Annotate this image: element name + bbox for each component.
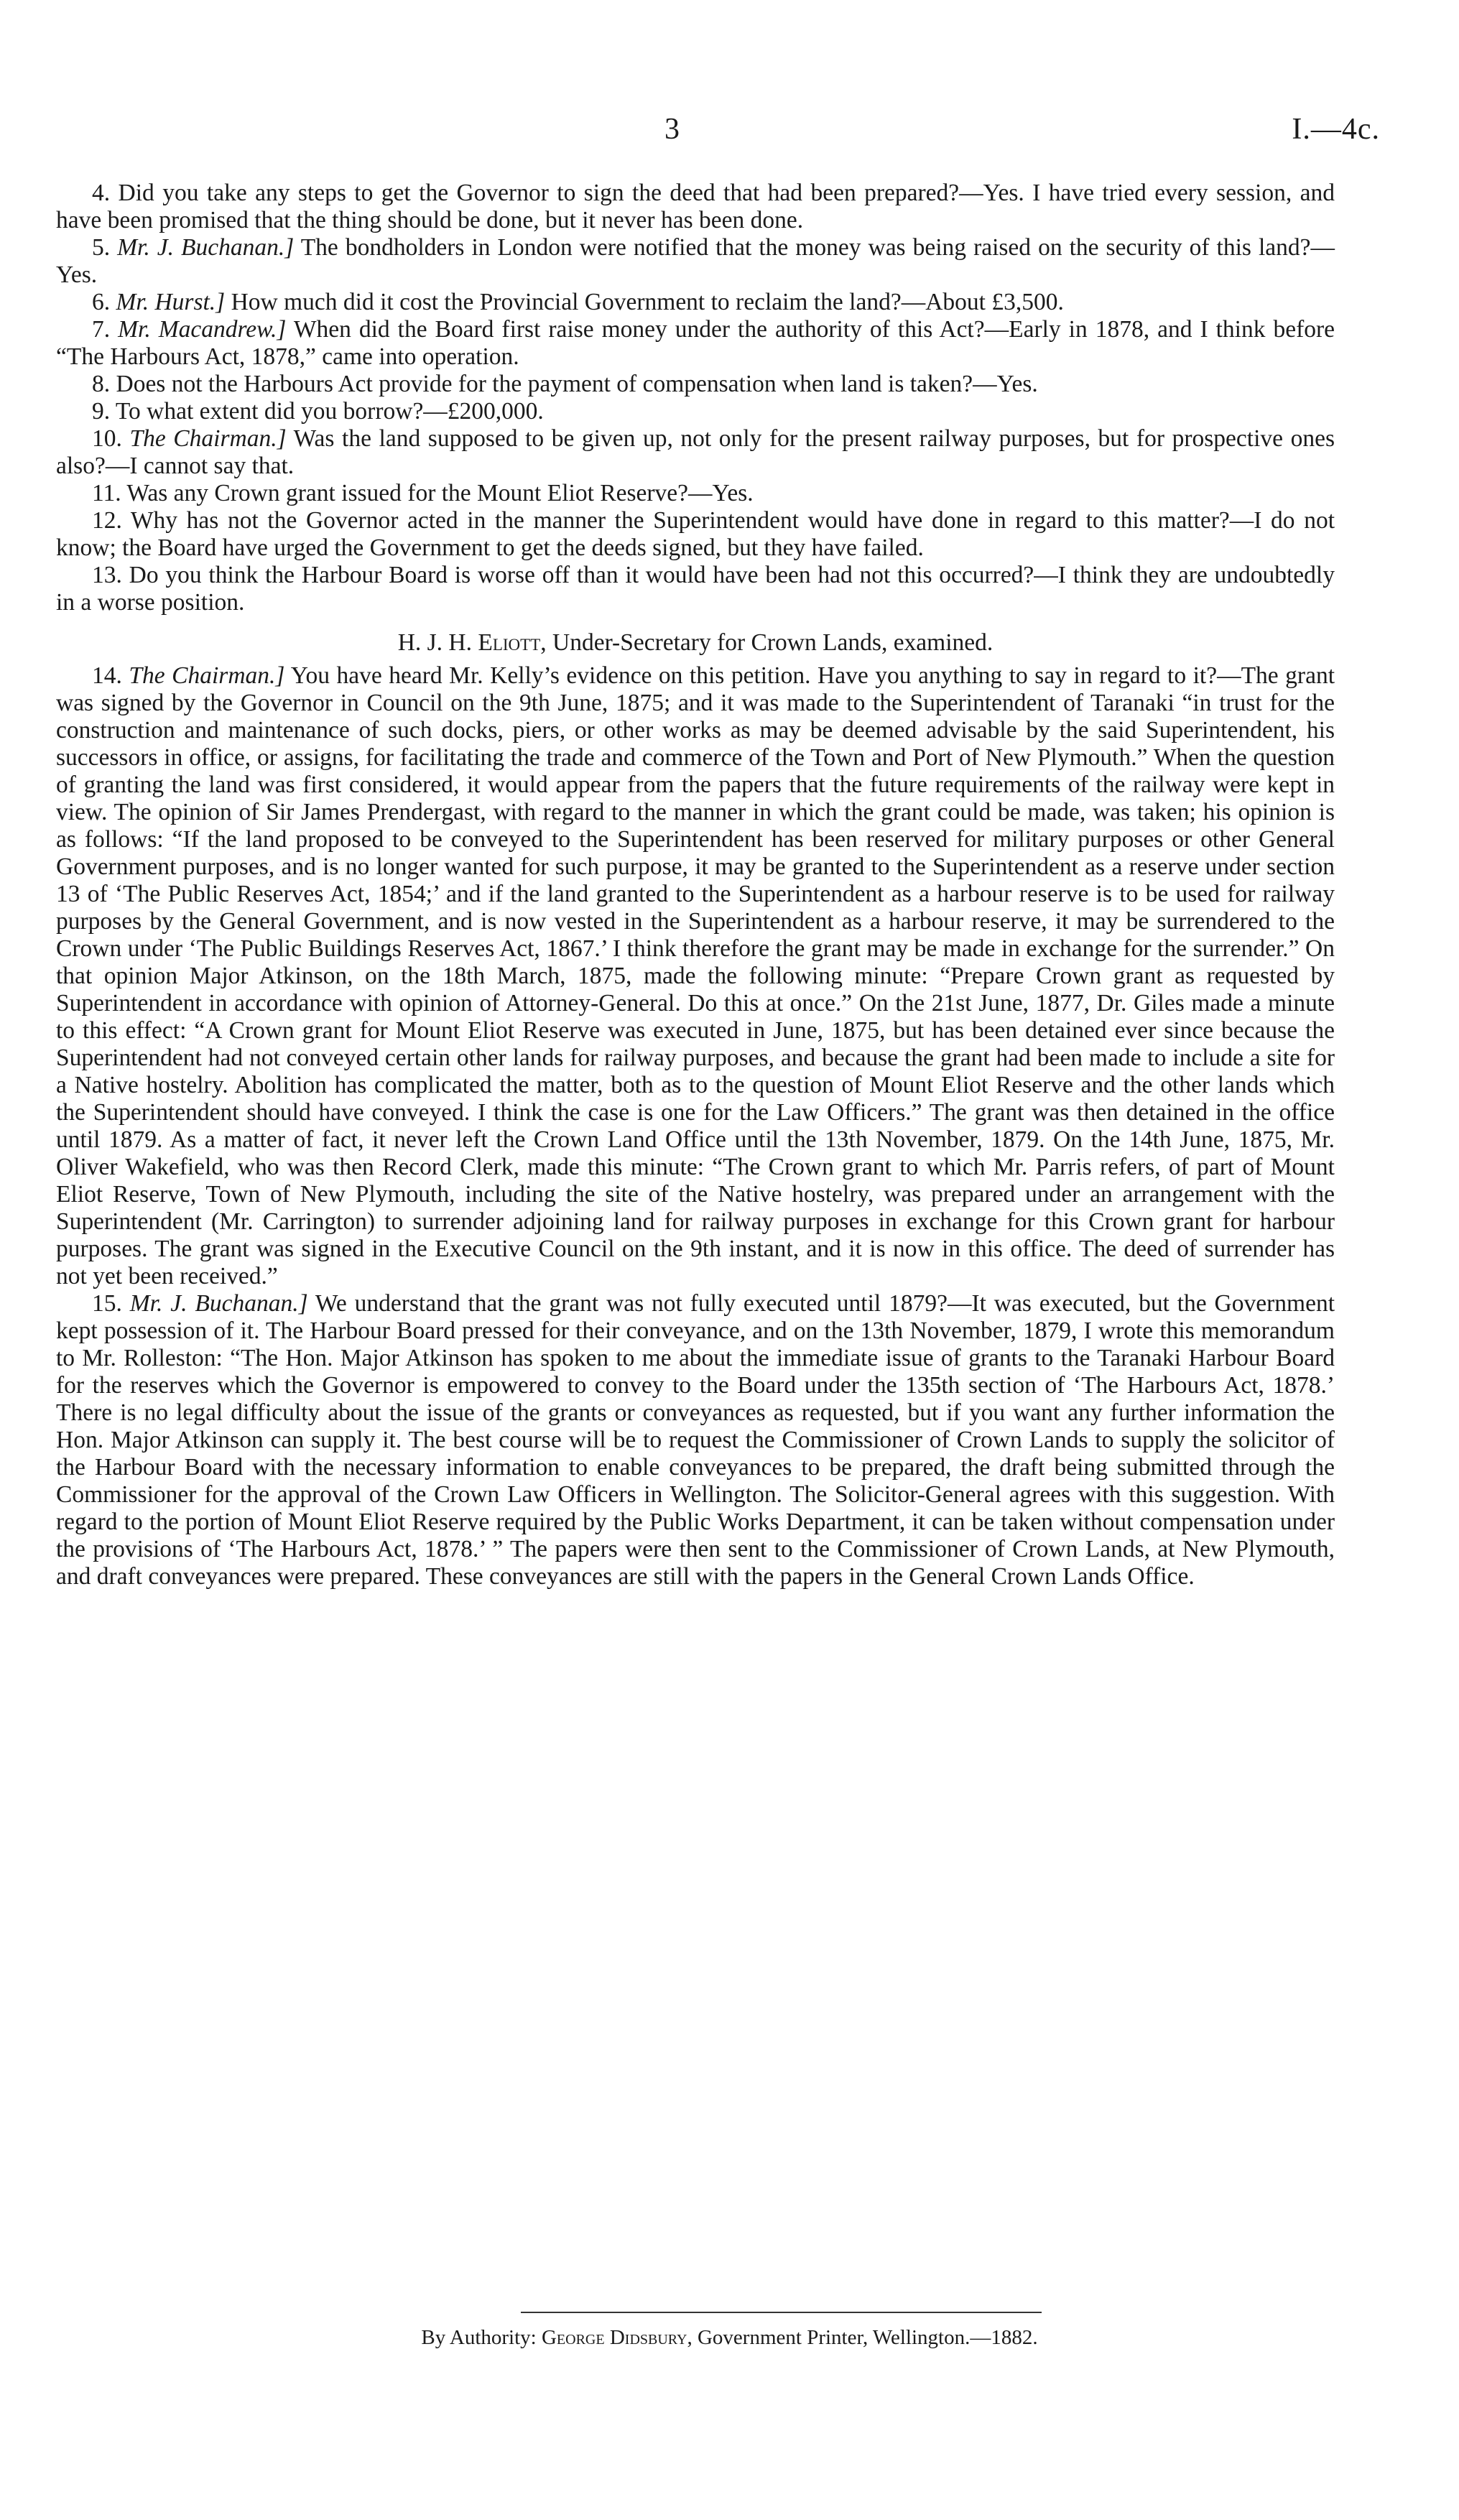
qa-text: How much did it cost the Provincial Government to reclaim the land?—About £3,500. (231, 289, 1064, 315)
qa-paragraph (56, 562, 1335, 616)
qa-text: When did the Board first raise money under the authority of this Act?—Early in 1878, and I think before “The Harbours Act, 1878,” came into operation. (56, 316, 1335, 370)
page-number: 3 (664, 113, 680, 146)
question-number: 8. (92, 371, 111, 397)
qa-paragraph (56, 480, 1335, 507)
footer-suffix: , Government Printer, Wellington.—1882. (687, 2326, 1038, 2349)
speaker-label: Mr. Macandrew.] (118, 316, 287, 343)
qa-paragraph (56, 371, 1335, 398)
qa-text: Why has not the Governor acted in the manner the Superintendent would have done in regard to this matter?—I do not know; the Board have urged the Government to get the deeds signed, but they have failed. (56, 507, 1335, 561)
question-number: 11. (92, 480, 121, 506)
qa-paragraph (56, 1290, 1335, 1590)
witness-initials: H. J. H. (397, 629, 472, 656)
footer-prefix: By Authority: (421, 2326, 537, 2349)
speaker-label: Mr. J. Buchanan.] (117, 234, 295, 261)
footer-imprint (0, 2325, 1459, 2350)
qa-section-2 (56, 662, 1335, 1590)
qa-text: Was the land supposed to be given up, not only for the present railway purposes, but for prospective ones also?—I cannot say that. (56, 425, 1335, 479)
question-number: 6. (92, 289, 111, 315)
qa-paragraph (56, 289, 1335, 316)
qa-text: Did you take any steps to get the Governor to sign the deed that had been prepared?—Yes. I have tried every session, and have been promised that the thing should be done, but it never has been done. (56, 180, 1335, 233)
question-number: 12. (92, 507, 122, 534)
qa-text: The bondholders in London were notified that the money was being raised on the security of this land?—Yes. (56, 234, 1335, 288)
footer-rule (521, 2312, 1042, 2313)
footer-printer: George Didsbury (541, 2326, 687, 2349)
question-number: 14. (92, 662, 122, 689)
witness-surname: Eliott (478, 629, 541, 656)
question-number: 15. (92, 1290, 122, 1317)
question-number: 9. (92, 398, 111, 425)
question-number: 7. (92, 316, 111, 343)
question-number: 10. (92, 425, 122, 452)
qa-paragraph (56, 180, 1335, 234)
qa-paragraph (56, 316, 1335, 371)
page-header (0, 108, 1459, 151)
witness-description: , Under-Secretary for Crown Lands, examined. (540, 629, 993, 656)
qa-paragraph (56, 507, 1335, 562)
qa-text: To what extent did you borrow?—£200,000. (115, 398, 544, 425)
question-number: 4. (92, 180, 111, 206)
speaker-label: The Chairman.] (129, 662, 285, 689)
qa-text: Was any Crown grant issued for the Mount Eliot Reserve?—Yes. (126, 480, 754, 506)
qa-paragraph (56, 425, 1335, 480)
speaker-label: The Chairman.] (129, 425, 287, 452)
qa-paragraph (56, 398, 1335, 425)
qa-text: We understand that the grant was not fully executed until 1879?—It was executed, but the Government kept possession of it. The Harbour Board pressed for their conveyance, and on the 13th November, 1879, I wrote this memorandum to Mr. Rolleston: “The Hon. Major Atkinson has spoken to me about the immediate issue of grants to the Taranaki Harbour Board for the reserves which the Governor is empowered to convey to the Board under the 135th section of ‘The Harbours Act, 1878.’ There is no legal difficulty about the issue of the grants or conveyances as requested, but if you want any further information the Hon. Major Atkinson can supply it. The best course will be to request the Commissioner of Crown Lands to supply the solicitor of the Harbour Board with the necessary information to enable conveyances to be prepared, the draft being submitted through the Commissioner for the approval of the Crown Law Officers in Wellington. The Solicitor-General agrees with this suggestion. With regard to the portion of Mount Eliot Reserve required by the Public Works Department, it can be taken without compensation under the provisions of ‘The Harbours Act, 1878.’ ” The papers were then sent to the Commissioner of Crown Lands, at New Plymouth, and draft conveyances were prepared. These conveyances are still with the papers in the General Crown Lands Office. (56, 1290, 1335, 1590)
question-number: 13. (92, 562, 122, 588)
qa-text: You have heard Mr. Kelly’s evidence on this petition. Have you anything to say in regard to it?—The grant was signed by the Governor in Council on the 9th June, 1875; and it was made to the Superintendent of Taranaki “in trust for the construction and maintenance of such docks, piers, or other works as may be deemed advisable by the said Superintendent, his successors in office, or assigns, for facilitating the trade and commerce of the Town and Port of New Plymouth.” When the question of granting the land was first considered, it would appear from the papers that the future requirements of the railway were kept in view. The opinion of Sir James Prendergast, with regard to the manner in which the grant could be made, was taken; his opinion is as follows: “If the land proposed to be conveyed to the Superintendent has been reserved for military purposes or other General Government purposes, and is no longer wanted for such purpose, it may be granted to the Superintendent as a reserve under section 13 of ‘The Public Reserves Act, 1854;’ and if the land granted to the Superintendent as a harbour reserve is to be used for railway purposes by the General Government, and is now vested in the Superintendent as a harbour reserve, it may be surrendered to the Crown under ‘The Public Buildings Reserves Act, 1867.’ I think therefore the grant may be made in exchange for the surrender.” On that opinion Major Atkinson, on the 18th March, 1875, made the following minute: “Prepare Crown grant as requested by Superintendent in accordance with opinion of Attorney-General. Do this at once.” On the 21st June, 1877, Dr. Giles made a minute to this effect: “A Crown grant for Mount Eliot Reserve was executed in June, 1875, but has been detained ever since because the Superintendent had not conveyed certain other lands for railway purposes, and because the grant had been made to include a site for a Native hostelry. Abolition has complicated the matter, both as to the question of Mount Eliot Reserve and the other lands which the Superintendent should have conveyed. I think the case is one for the Law Officers.” The grant was then detained in the office until 1879. As a matter of fact, it never left the Crown Land Office until the 13th November, 1879. On the 14th June, 1875, Mr. Oliver Wakefield, who was then Record Clerk, made this minute: “The Crown grant to which Mr. Parris refers, of part of Mount Eliot Reserve, Town of New Plymouth, including the site of the Native hostelry, was prepared under an arrangement with the Superintendent (Mr. Carrington) to surrender adjoining land for railway purposes in exchange for this Crown grant for harbour purposes. The grant was signed in the Executive Council on the 9th instant, and it is now in this office. The deed of surrender has not yet been received.” (56, 662, 1335, 1289)
qa-paragraph (56, 234, 1335, 289)
qa-section-1 (56, 180, 1335, 616)
qa-text: Does not the Harbours Act provide for the payment of compensation when land is taken?—Yes. (116, 371, 1038, 397)
document-code: I.—4c. (1292, 113, 1380, 146)
qa-paragraph (56, 662, 1335, 1290)
witness-heading (56, 629, 1335, 657)
document-body (56, 180, 1335, 1590)
question-number: 5. (92, 234, 111, 261)
qa-text: Do you think the Harbour Board is worse off than it would have been had not this occurred?—I think they are undoubtedly in a worse position. (56, 562, 1335, 616)
speaker-label: Mr. J. Buchanan.] (129, 1290, 308, 1317)
speaker-label: Mr. Hurst.] (116, 289, 226, 315)
